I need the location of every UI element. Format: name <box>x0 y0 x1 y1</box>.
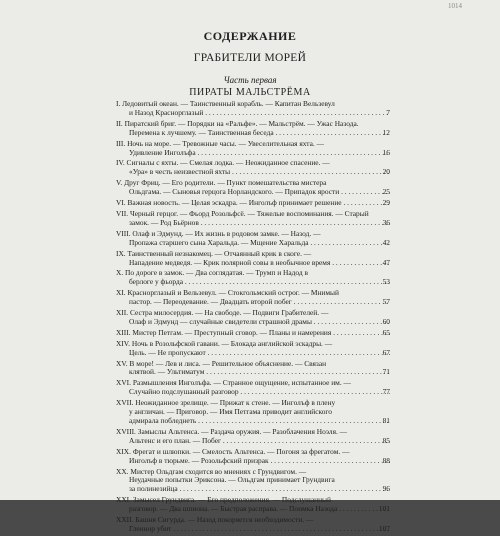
toc-entry-title: V. Друг Фриц. — Его родители. — Пункт помешательства мистера <box>116 179 327 188</box>
toc-page-number: 77 <box>382 387 390 397</box>
toc-page-number: 60 <box>382 316 390 326</box>
toc-entry <box>116 496 390 514</box>
toc-entry <box>116 120 390 138</box>
toc-entry <box>116 140 390 158</box>
toc-entry <box>116 289 390 307</box>
toc-page-number: 81 <box>382 416 390 425</box>
toc-entry <box>116 100 390 118</box>
toc-page-number: 65 <box>382 327 390 337</box>
toc-entry <box>116 379 390 397</box>
toc-entry <box>116 340 390 358</box>
toc-entry-continuation: Альтенс и его план. — Побег . . . <box>116 437 390 446</box>
toc-entry <box>116 448 390 466</box>
toc-entry-continuation: у англичан. — Приговор. — Имя Петгама приводит английского <box>129 408 332 417</box>
part-label: Часть первая <box>223 75 277 85</box>
toc-entry-continuation: Неудачные попытки Эриксона. — Ольдгам принимает Грундвига <box>129 476 335 485</box>
toc-page-number: 67 <box>382 347 390 357</box>
toc-page-number: 20 <box>382 167 390 177</box>
toc-entry-title: XI. Краснорглазый и Вельзевул. — Стокгольмский острог. — Мнимый <box>116 289 339 298</box>
toc-entry-continuation: адмирала побледнеть . . . <box>116 417 390 426</box>
toc-page-number: 42 <box>382 237 390 247</box>
toc-entry <box>116 516 390 534</box>
toc-entry-title: XVIII. Замыслы Альтенса. — Раздача оружия. — Разоблачения Ноэля. — <box>116 427 348 436</box>
toc-entry-title: IV. Сигналы с яхты. — Смелая лодка. — Неожиданное спасение. — <box>116 159 330 168</box>
toc-entry-continuation: Цель. — Не пропускают . . . <box>116 349 390 358</box>
toc-entry-continuation: и Назод Краснорглазый . . . <box>116 109 390 118</box>
toc-entry-continuation: Нападение медведя. — Крик полярной совы в необычное время . . . <box>116 259 390 268</box>
toc-page-number: 12 <box>382 127 390 137</box>
toc-entry <box>116 309 390 327</box>
toc-page-number: 25 <box>382 187 390 197</box>
toc-entry <box>116 468 390 495</box>
toc-entry-title: XIV. Ночь в Розольфской гавани. — Блокада английской эскадры. — <box>116 339 333 348</box>
toc-entry-continuation: клятвой. — Ультиматум . . . <box>116 368 390 377</box>
toc-entry-continuation: Случайно подслушанный разговор . . . <box>116 388 390 397</box>
toc-entry-title: XV. В море! — Лев и лиса. — Решительное объяснение. — Связан <box>116 359 327 368</box>
toc-entry-title: VII. Черный герцог. — Фьорд Розольфсё. — Тяжелые воспоминания. — Старый <box>116 209 369 218</box>
toc-entry <box>116 159 390 177</box>
toc-entry-title: IX. Таинственный незнакомец. — Отчаянный крик в скоге. — <box>116 249 312 258</box>
toc-entry <box>116 250 390 268</box>
part-title: ПИРАТЫ МАЛЬСТРЁМА <box>189 87 311 98</box>
toc-entry-title: II. Пиратский бриг. — Порядки на «Ральфе». — Мальстрём. — Ужас Назода. <box>116 119 359 128</box>
toc-entry-continuation: Олаф и Эдмунд — случайные свидетели страшной драмы . . . <box>116 318 390 327</box>
toc-entry-title: XVII. Неожиданное зрелище. — Прижат к стене. — Инголъф в плену <box>116 399 336 408</box>
toc-page-number: 47 <box>382 257 390 267</box>
toc-entry-continuation: «Ура» в честь неизвестной яхты . . . <box>116 168 390 177</box>
toc-entry-title: XVI. Размышления Инголъфа. — Странное ощущение, испытанное им. — <box>116 379 351 388</box>
toc-entry-continuation: замок. — Род Бьёрнов . . . <box>116 219 390 228</box>
toc-page-number: 85 <box>382 435 390 445</box>
toc-entry-title: III. Ночь на море. — Тревожные часы. — Увеселительная яхта. — <box>116 139 324 148</box>
toc-entry <box>116 210 390 228</box>
toc-page-number: 7 <box>386 107 390 117</box>
toc-entry <box>116 199 390 208</box>
table-of-contents <box>116 100 390 536</box>
toc-page-number: 57 <box>382 297 390 307</box>
toc-entry <box>116 399 390 426</box>
toc-page-number: 16 <box>382 147 390 157</box>
toc-entry-title: XIX. Фрегат и шлюпки. — Смелость Альтенса. — Погоня за фрегатом. — <box>116 447 350 456</box>
toc-entry-title: VIII. Олаф и Эдмунд. — Их жизнь в родовом замке. — Назод. — <box>116 229 321 238</box>
toc-page-number: 107 <box>378 523 390 533</box>
toc-page-number: 101 <box>378 504 390 514</box>
toc-entry-continuation: Удивление Инголъфа . . . <box>116 149 390 158</box>
toc-entry <box>116 360 390 378</box>
toc-entry-continuation: за полинезийца . . . <box>116 485 390 494</box>
toc-entry-continuation: Перемена к лучшему. — Таинственная беседа . . . <box>116 129 390 138</box>
toc-entry <box>116 428 390 446</box>
toc-entry-continuation: Инголъф в тюрьме. — Розольфский призрак . . . <box>116 457 390 466</box>
toc-page-number: 53 <box>382 277 390 287</box>
page-number: 1014 <box>448 2 462 10</box>
toc-entry-title: XII. Сестра милосердия. — На свободе. — Подвиги Грабителей. — <box>116 309 329 318</box>
toc-page-number: 96 <box>382 484 390 494</box>
toc-page-number: 88 <box>382 455 390 465</box>
toc-entry-title: I. Ледовитый океан. — Таинственный корабль. — Капитан Вельзевул <box>116 100 335 108</box>
toc-entry <box>116 269 390 287</box>
toc-entry-continuation: берлоге у фьорда . . . <box>116 278 390 287</box>
toc-entry-title: XXII. Башня Сигурда. — Назод покоряется необходимости. — <box>116 516 314 525</box>
book-title: ГРАБИТЕЛИ МОРЕЙ <box>193 52 307 64</box>
contents-heading: СОДЕРЖАНИЕ <box>203 29 297 43</box>
toc-entry-title: XXI. Замысел Грундвига. — Его предположения. — Подслушанный <box>116 496 331 505</box>
toc-page-number: 36 <box>382 217 390 227</box>
toc-entry-title: VI. Важная новость. — Целая эскадра. — Инголъф принимает решение . . . <box>116 199 390 208</box>
toc-entry <box>116 230 390 248</box>
toc-page-number: 71 <box>382 367 390 377</box>
toc-entry-continuation: Гленнор убит . . . <box>116 525 390 534</box>
toc-entry-continuation: Ольдгама. — Сыновья герцога Норландского. — Припадок ярости . . . <box>116 188 390 197</box>
toc-page-number: 29 <box>382 198 390 208</box>
toc-entry <box>116 329 390 338</box>
toc-entry-continuation: Пропажа старшего сына Харальда. — Мщение Харальда . . . <box>116 239 390 248</box>
toc-entry-title: XIII. Мистер Петгам. — Преступный сговор. — Планы и намерения . . . <box>116 329 390 338</box>
toc-entry-continuation: пастор. — Переодевание. — Двадцать второй побег . . . <box>116 298 390 307</box>
toc-entry <box>116 179 390 197</box>
toc-entry-title: X. По дороге в замок. — Два соглядатая. — Трумп и Надод в <box>116 269 308 278</box>
toc-entry-title: XX. Мистер Ольдгам сходится во мнениях с Грундвигом. — <box>116 467 307 476</box>
toc-entry-continuation: разговор. — Два шпиона. — Быстрая расправа. — Поимка Назода . . . <box>116 505 390 514</box>
